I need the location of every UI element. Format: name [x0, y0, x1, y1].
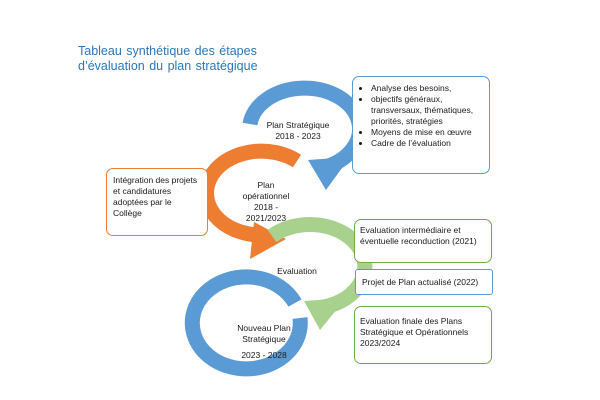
stage-1-name: Plan Stratégique: [266, 120, 330, 130]
stage-4-label: [224, 323, 304, 361]
title-line-1: Tableau synthétique des étapes: [78, 44, 257, 58]
stage-1-label: [258, 120, 338, 142]
integration-box: [106, 168, 208, 236]
stage-2-label: [226, 180, 306, 224]
intermediate-evaluation-text: Evaluation intermédiaire et éventuelle reconduction (2021): [360, 225, 477, 246]
stage-4-name-line-1: Nouveau Plan: [237, 323, 291, 333]
stage-2-name-line-2: opérationnel: [242, 191, 290, 201]
updated-plan-text: Projet de Plan actualisé (2022): [362, 277, 479, 287]
stage-2-period-line-2: 2021/2023: [245, 213, 287, 223]
analysis-box: [352, 76, 490, 174]
stage-3-arrowhead: [304, 298, 346, 330]
stage-1-period: 2018 - 2023: [275, 131, 321, 141]
analysis-item: • objectifs généraux, transversaux, thématiques, priorités, stratégies: [371, 94, 483, 127]
stage-3-name: Evaluation: [277, 266, 317, 276]
final-evaluation-box: [354, 306, 492, 364]
final-evaluation-text: Evaluation finale des Plans Stratégique et Opérationnels 2023/2024: [360, 316, 469, 348]
title-line-2: d’évaluation du plan stratégique: [78, 59, 258, 73]
stage-4-period: 2023 - 2028: [241, 350, 287, 360]
stage-1-arrowhead: [308, 157, 350, 190]
updated-plan-box: [355, 269, 493, 295]
analysis-item: • Cadre de l’évaluation: [371, 138, 483, 149]
stage-3-label: [260, 266, 334, 277]
analysis-item: • Moyens de mise en œuvre: [371, 127, 483, 138]
stage-2-name-line-1: Plan: [257, 180, 275, 190]
integration-text: Intégration des projets et candidatures adoptées par le Collège: [113, 175, 198, 218]
stage-2-period-line-1: 2018 -: [253, 202, 279, 212]
stage-4-name-line-2: Stratégique: [242, 334, 286, 344]
intermediate-evaluation-box: [354, 219, 492, 263]
analysis-item: • Analyse des besoins,: [371, 83, 483, 94]
analysis-list: [357, 83, 483, 149]
